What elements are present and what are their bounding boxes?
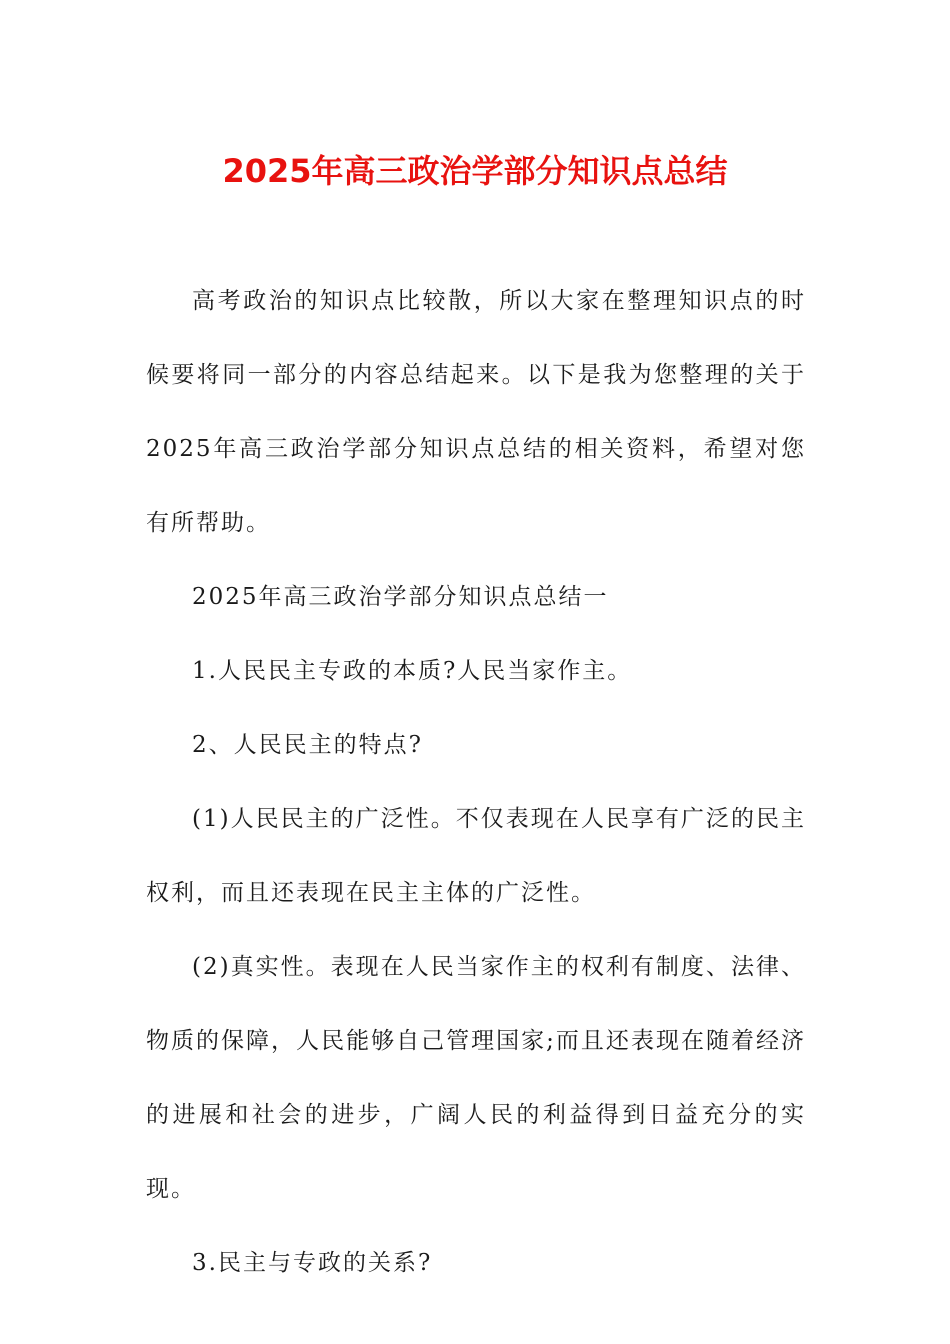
content-block (146, 560, 806, 1300)
list-item: 1.人民民主专政的本质?人民当家作主。 (192, 658, 633, 684)
intro-paragraph: 高考政治的知识点比较散，所以大家在整理知识点的时候要将同一部分的内容总结起来。以下是我为您整理的关于2025年高三政治学部分知识点总结的相关资料，希望对您有所帮助。 (146, 288, 806, 536)
intro-block (146, 264, 806, 560)
list-item: 2、人民民主的特点? (192, 732, 423, 758)
list-item: (2)真实性。表现在人民当家作主的权利有制度、法律、物质的保障，人民能够自己管理国家;而且还表现在随着经济的进展和社会的进步，广阔人民的利益得到日益充分的实现。 (146, 954, 806, 1202)
list-item: 3.民主与专政的关系? (192, 1250, 433, 1276)
list-item: (1)人民民主的广泛性。不仅表现在人民享有广泛的民主权利，而且还表现在民主主体的广泛性。 (146, 806, 806, 906)
section-heading: 2025年高三政治学部分知识点总结一 (192, 584, 609, 610)
document-title: 2025年高三政治学部分知识点总结 (222, 152, 728, 190)
